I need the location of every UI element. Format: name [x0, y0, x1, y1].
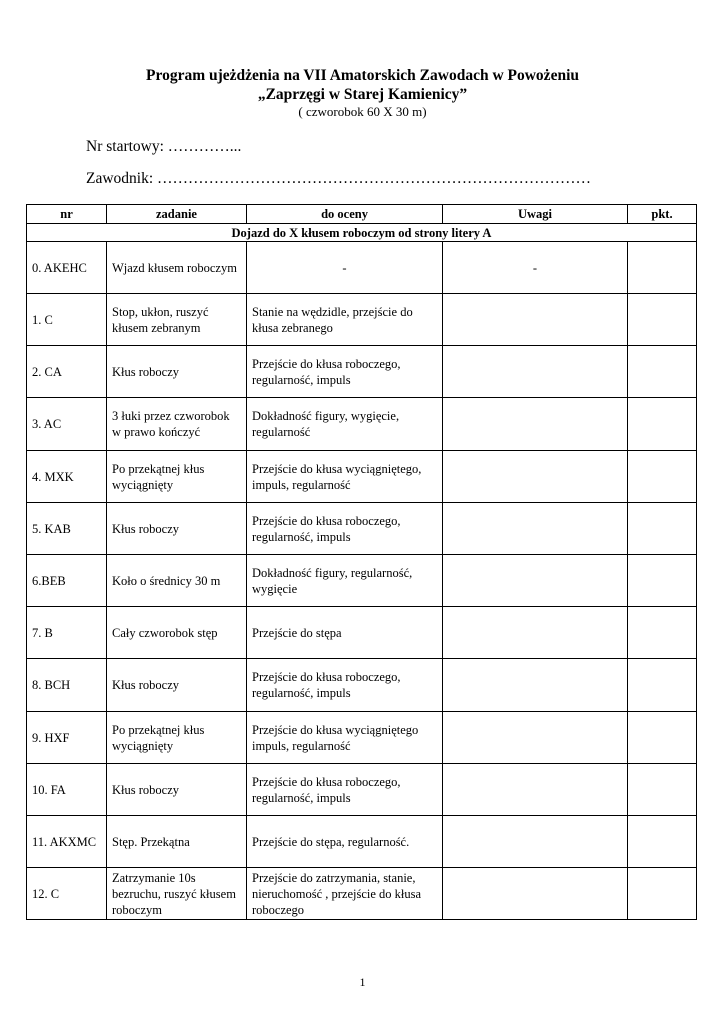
cell-do-oceny: Przejście do kłusa roboczego, regularność, impuls	[247, 346, 443, 398]
start-number-field: Nr startowy: …………...	[86, 138, 242, 155]
cell-pkt	[628, 868, 697, 920]
cell-nr: 5. KAB	[27, 503, 107, 555]
cell-do-oceny: -	[247, 242, 443, 294]
table-row	[27, 555, 697, 607]
table-row	[27, 764, 697, 816]
cell-pkt	[628, 607, 697, 659]
cell-zadanie: Stop, ukłon, ruszyć kłusem zebranym	[107, 294, 247, 346]
cell-nr: 12. C	[27, 868, 107, 920]
column-header-nr: nr	[27, 205, 107, 224]
column-header-uwagi: Uwagi	[443, 205, 628, 224]
column-header-pkt: pkt.	[628, 205, 697, 224]
table-row	[27, 346, 697, 398]
section-label: Dojazd do X kłusem roboczym od strony litery A	[27, 224, 697, 242]
cell-do-oceny: Przejście do stępa	[247, 607, 443, 659]
cell-nr: 6.BEB	[27, 555, 107, 607]
event-name: „Zaprzęgi w Starej Kamienicy”	[257, 86, 468, 103]
table-header-row	[27, 205, 697, 224]
cell-zadanie: Kłus roboczy	[107, 503, 247, 555]
cell-zadanie: Po przekątnej kłus wyciągnięty	[107, 712, 247, 764]
section-row	[27, 224, 697, 242]
cell-pkt	[628, 294, 697, 346]
table-row	[27, 503, 697, 555]
cell-uwagi	[443, 868, 628, 920]
cell-do-oceny: Dokładność figury, regularność, wygięcie	[247, 555, 443, 607]
cell-pkt	[628, 242, 697, 294]
cell-uwagi	[443, 816, 628, 868]
cell-pkt	[628, 555, 697, 607]
cell-pkt	[628, 764, 697, 816]
cell-zadanie: Stęp. Przekątna	[107, 816, 247, 868]
cell-nr: 3. AC	[27, 398, 107, 451]
cell-zadanie: Wjazd kłusem roboczym	[107, 242, 247, 294]
cell-pkt	[628, 816, 697, 868]
cell-pkt	[628, 346, 697, 398]
cell-uwagi	[443, 555, 628, 607]
cell-zadanie: Kłus roboczy	[107, 346, 247, 398]
table-row	[27, 712, 697, 764]
cell-nr: 9. HXF	[27, 712, 107, 764]
table-row	[27, 451, 697, 503]
cell-uwagi	[443, 503, 628, 555]
table-row	[27, 294, 697, 346]
cell-do-oceny: Przejście do kłusa roboczego, regularność, impuls	[247, 764, 443, 816]
cell-pkt	[628, 659, 697, 712]
cell-zadanie: Cały czworobok stęp	[107, 607, 247, 659]
page-number: 1	[359, 975, 366, 989]
cell-uwagi	[443, 294, 628, 346]
cell-do-oceny: Przejście do stępa, regularność.	[247, 816, 443, 868]
cell-uwagi	[443, 659, 628, 712]
column-header-do-oceny: do oceny	[247, 205, 443, 224]
document-title: Program ujeżdżenia na VII Amatorskich Zawodach w Powożeniu	[146, 67, 579, 84]
competitor-field: Zawodnik: …………………………………………………………………………	[86, 170, 592, 187]
cell-uwagi	[443, 398, 628, 451]
table-row	[27, 398, 697, 451]
table-row	[27, 868, 697, 920]
cell-uwagi	[443, 712, 628, 764]
cell-zadanie: Po przekątnej kłus wyciągnięty	[107, 451, 247, 503]
dressage-test-table	[26, 204, 697, 920]
cell-do-oceny: Przejście do zatrzymania, stanie, nieruchomość , przejście do kłusa roboczego	[247, 868, 443, 920]
table-row	[27, 659, 697, 712]
cell-nr: 0. AKEHC	[27, 242, 107, 294]
cell-do-oceny: Przejście do kłusa roboczego, regularność, impuls	[247, 659, 443, 712]
document-header	[0, 66, 725, 120]
cell-nr: 2. CA	[27, 346, 107, 398]
cell-zadanie: Koło o średnicy 30 m	[107, 555, 247, 607]
cell-do-oceny: Dokładność figury, wygięcie, regularność	[247, 398, 443, 451]
cell-pkt	[628, 503, 697, 555]
cell-uwagi	[443, 607, 628, 659]
cell-do-oceny: Przejście do kłusa wyciągniętego impuls, regularność	[247, 712, 443, 764]
cell-uwagi	[443, 764, 628, 816]
cell-nr: 11. AKXMC	[27, 816, 107, 868]
cell-zadanie: Kłus roboczy	[107, 764, 247, 816]
cell-pkt	[628, 398, 697, 451]
cell-pkt	[628, 712, 697, 764]
cell-zadanie: 3 łuki przez czworobok w prawo kończyć	[107, 398, 247, 451]
cell-zadanie: Kłus roboczy	[107, 659, 247, 712]
cell-pkt	[628, 451, 697, 503]
table-row	[27, 242, 697, 294]
cell-do-oceny: Stanie na wędzidle, przejście do kłusa zebranego	[247, 294, 443, 346]
table-row	[27, 607, 697, 659]
cell-nr: 7. B	[27, 607, 107, 659]
arena-size: ( czworobok 60 X 30 m)	[298, 104, 427, 119]
cell-nr: 1. C	[27, 294, 107, 346]
cell-zadanie: Zatrzymanie 10s bezruchu, ruszyć kłusem roboczym	[107, 868, 247, 920]
cell-do-oceny: Przejście do kłusa roboczego, regularność, impuls	[247, 503, 443, 555]
cell-nr: 8. BCH	[27, 659, 107, 712]
table-row	[27, 816, 697, 868]
cell-uwagi	[443, 346, 628, 398]
column-header-zadanie: zadanie	[107, 205, 247, 224]
cell-nr: 10. FA	[27, 764, 107, 816]
cell-uwagi	[443, 451, 628, 503]
cell-do-oceny: Przejście do kłusa wyciągniętego, impuls, regularność	[247, 451, 443, 503]
cell-uwagi: -	[443, 242, 628, 294]
cell-nr: 4. MXK	[27, 451, 107, 503]
